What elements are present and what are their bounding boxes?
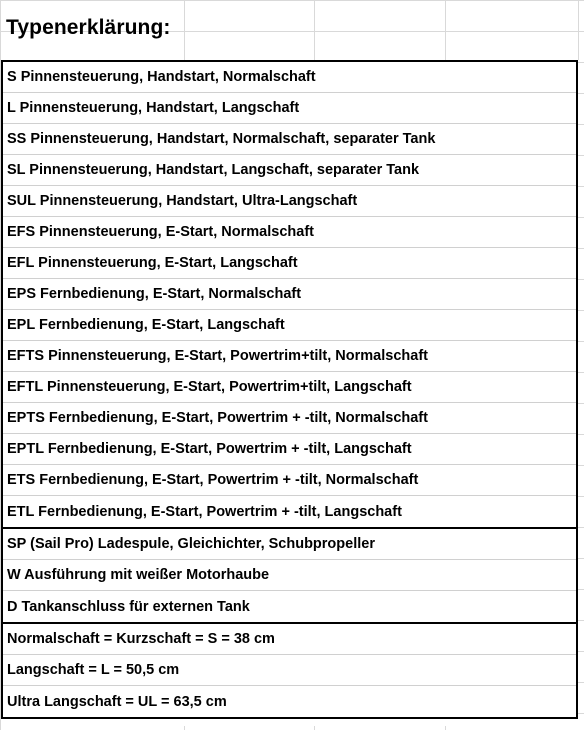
table-row[interactable]: ETS Fernbedienung, E-Start, Powertrim + -tilt, Normalschaft <box>3 465 576 496</box>
table-row[interactable]: W Ausführung mit weißer Motorhaube <box>3 560 576 591</box>
model-codes-group <box>3 62 576 529</box>
table-row[interactable]: EPTL Fernbedienung, E-Start, Powertrim + -tilt, Langschaft <box>3 434 576 465</box>
table-row[interactable]: EFS Pinnensteuerung, E-Start, Normalschaft <box>3 217 576 248</box>
table-row[interactable]: EFTL Pinnensteuerung, E-Start, Powertrim+tilt, Langschaft <box>3 372 576 403</box>
type-legend-table <box>1 60 578 719</box>
table-row[interactable]: Langschaft = L = 50,5 cm <box>3 655 576 686</box>
table-row[interactable]: EFL Pinnensteuerung, E-Start, Langschaft <box>3 248 576 279</box>
table-row[interactable]: SL Pinnensteuerung, Handstart, Langschaft, separater Tank <box>3 155 576 186</box>
table-row[interactable]: Ultra Langschaft = UL = 63,5 cm <box>7 693 227 710</box>
table-row[interactable]: SUL Pinnensteuerung, Handstart, Ultra-Langschaft <box>3 186 576 217</box>
gridlines-bottom <box>0 726 584 730</box>
option-codes-group <box>3 529 576 624</box>
table-row[interactable]: EPS Fernbedienung, E-Start, Normalschaft <box>3 279 576 310</box>
table-row[interactable]: EFTS Pinnensteuerung, E-Start, Powertrim+tilt, Normalschaft <box>3 341 576 372</box>
table-row[interactable]: EPL Fernbedienung, E-Start, Langschaft <box>3 310 576 341</box>
shaft-length-group <box>3 624 576 717</box>
page-title: Typenerklärung: <box>6 16 171 39</box>
table-row[interactable]: D Tankanschluss für externen Tank <box>7 598 250 615</box>
table-row[interactable]: SP (Sail Pro) Ladespule, Gleichichter, Schubpropeller <box>3 529 576 560</box>
table-row[interactable]: EPTS Fernbedienung, E-Start, Powertrim + -tilt, Normalschaft <box>3 403 576 434</box>
table-row[interactable]: ETL Fernbedienung, E-Start, Powertrim + -tilt, Langschaft <box>7 503 402 520</box>
table-row[interactable]: S Pinnensteuerung, Handstart, Normalschaft <box>3 62 576 93</box>
table-row[interactable]: SS Pinnensteuerung, Handstart, Normalschaft, separater Tank <box>3 124 576 155</box>
table-row[interactable]: L Pinnensteuerung, Handstart, Langschaft <box>3 93 576 124</box>
table-row[interactable]: Normalschaft = Kurzschaft = S = 38 cm <box>3 624 576 655</box>
